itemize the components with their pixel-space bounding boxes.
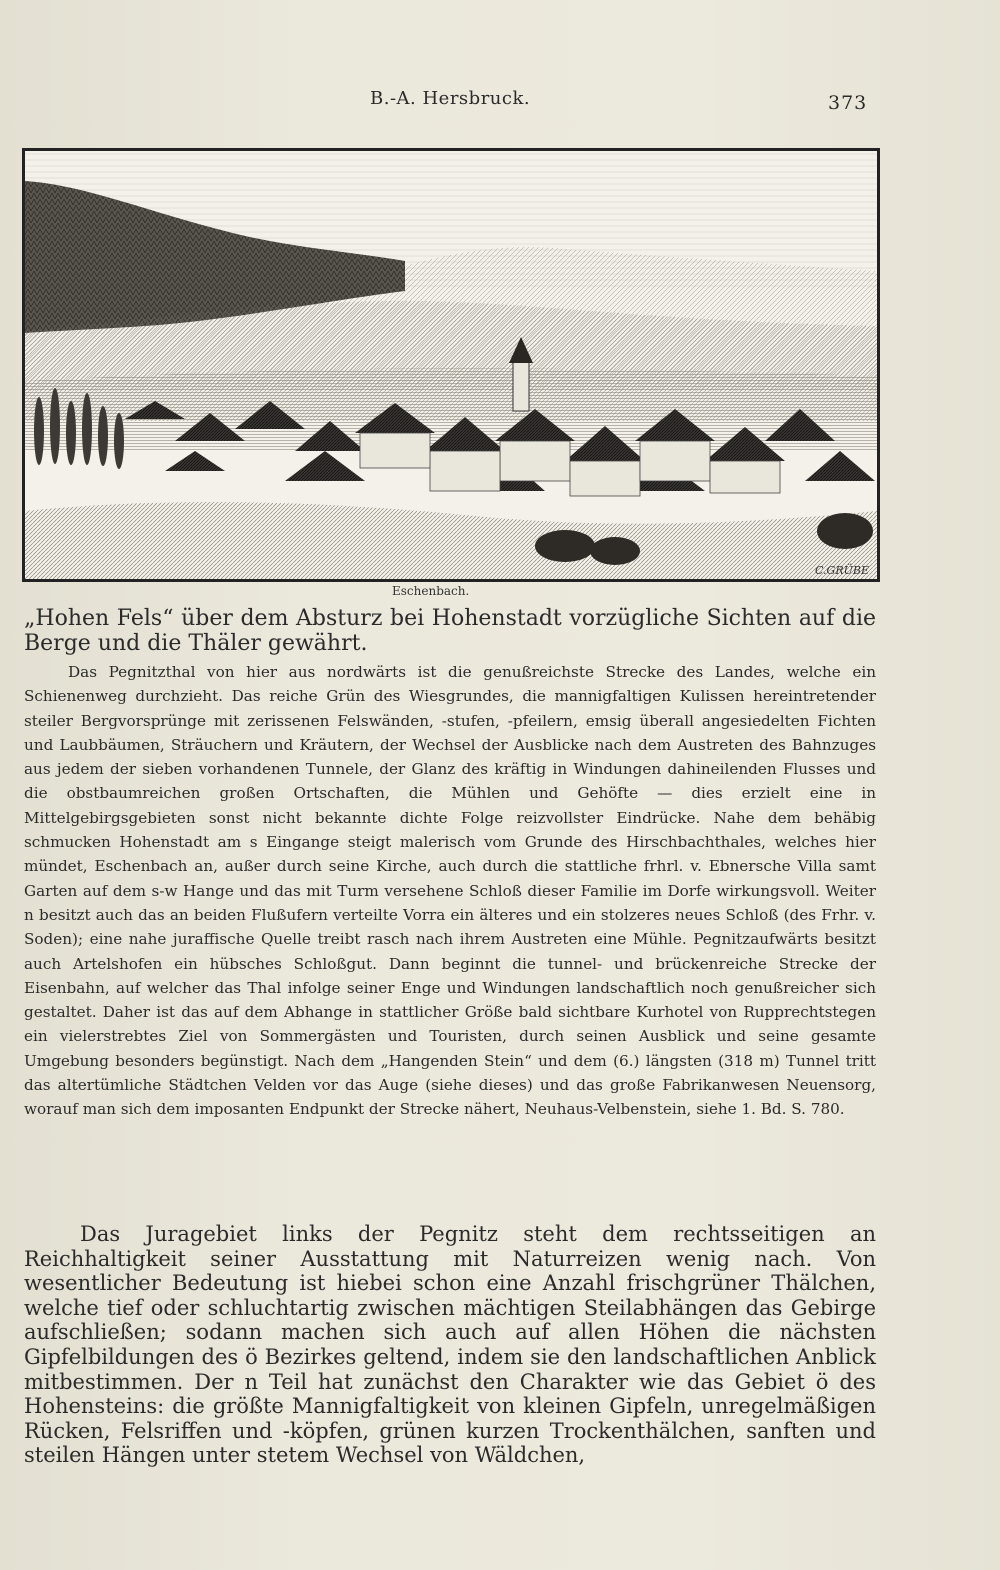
paragraph-2: Das Pegnitzthal von hier aus nordwärts ist die genußreichste Strecke des Landes, welche ein Schienenweg durchzieht. Das reiche Grün des Wiesgrundes, die mannigfaltigen Kulissen hereintretender steiler Bergvorsprünge mit zerissenen Felswänden, -stufen, -pfeilern, emsig überall angesiedelten Fichten und Laubbäumen, Sträuchern und Kräutern, der Wechsel der Ausblicke nach dem Austreten des Bahnzuges aus jedem der sieben vorhandenen Tunnele, der Glanz des kräftig in Windungen dahineilenden Flusses und die obstbaumreichen großen Ortschaften, die Mühlen und Gehöfte — dies erzielt eine in Mittelgebirgsgebieten sonst nicht bekannte dichte Folge reizvollster Eindrücke. Nahe dem behäbig schmucken Hohenstadt am s Eingange steigt malerisch vom Grunde des Hirschbachthales, welches hier mündet, Eschenbach an, außer durch seine Kirche, auch durch die stattliche frhrl. v. Ebnersche Villa samt Garten auf dem s-w Hange und das mit Turm versehene Schloß dieser Familie im Dorfe wirkungsvoll. Weiter n besitzt auch das an beiden Flußufern verteilte Vorra ein älteres und ein stolzeres neues Schloß (des Frhr. v. Soden); eine nahe juraffische Quelle treibt rasch nach ihrem Austreten eine Mühle. Pegnitzaufwärts besitzt auch Artelshofen ein hübsches Schloßgut. Dann beginnt die tunnel- und brückenreiche Strecke der Eisenbahn, auf welcher das Thal infolge seiner Enge und Windungen landschaftlich noch genußreicher sich gestaltet. Daher ist das auf dem Abhange in stattlicher Größe bald sichtbare Kurhotel von Rupprechtstegen ein vielerstrebtes Ziel von Sommergästen und Touristen, durch seinen Ausblick und seine gesamte Umgebung besonders begünstigt. Nach dem „Hangenden Stein“ und dem (6.) längsten (318 m) Tunnel tritt das altertümliche Städtchen Velden vor das Auge (siehe dieses) und das große Fabrikanwesen Neuensorg, worauf man sich dem imposanten Endpunkt der Strecke nähert, Neuhaus-Velbenstein, siehe 1. Bd. S. 780. — [24, 663, 876, 1119]
page-number: 373 — [828, 92, 868, 114]
paragraph-1: „Hohen Fels“ über dem Absturz bei Hohenstadt vorzügliche Sichten auf die Berge und die Thäler gewährt. — [24, 606, 876, 656]
paragraph-3: Das Juragebiet links der Pegnitz steht dem rechtsseitigen an Reichhaltigkeit seiner Ausstattung mit Naturreizen wenig nach. Von wesentlicher Bedeutung ist hiebei schon eine Anzahl frischgrüner Thälchen, welche tief oder schluchtartig zwischen mächtigen Steilabhängen das Gebirge aufschließen; sodann machen sich auch auf allen Höhen die nächsten Gipfelbildungen des ö Bezirkes geltend, indem sie den landschaftlichen Anblick mitbestimmen. Der n Teil hat zunächst den Charakter wie das Gebiet ö des Hohensteins: die größte Mannigfaltigkeit von kleinen Gipfeln, unregelmäßigen Rücken, Felsriffen und -köpfen, grünen kurzen Trockenthälchen, sanften und steilen Hängen unter stetem Wechsel von Wäldchen, — [24, 1222, 876, 1468]
paragraph-jura — [24, 1222, 876, 1468]
artist-signature: C.GRÜBE — [815, 564, 869, 577]
running-head: B.-A. Hersbruck. — [370, 88, 531, 109]
paragraph-small-print — [24, 660, 876, 1122]
paragraph-intro — [24, 606, 876, 656]
figure-caption: Eschenbach. — [392, 584, 470, 598]
village-engraving — [25, 151, 877, 579]
illustration-plate — [22, 148, 880, 582]
